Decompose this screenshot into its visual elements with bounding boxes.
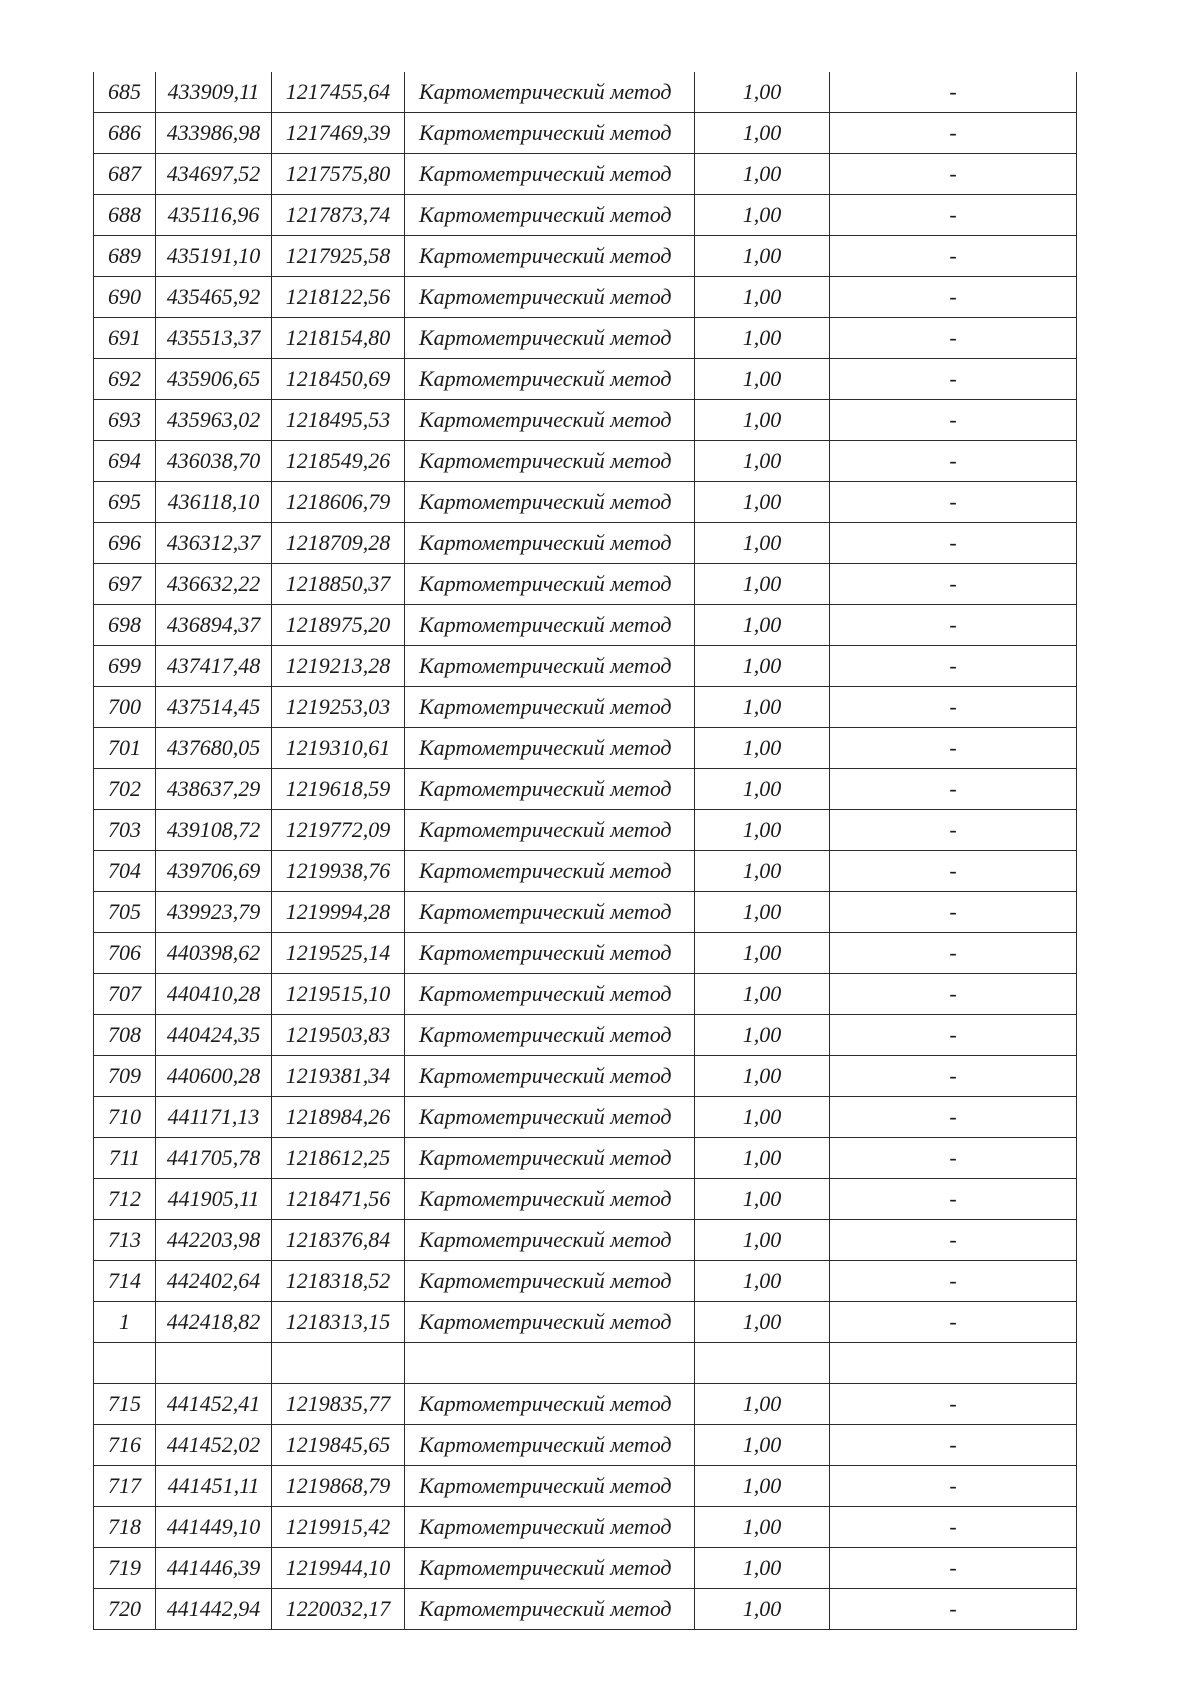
description-cell: - [830, 113, 1077, 154]
point-number-cell: 689 [94, 236, 156, 277]
point-number-cell: 712 [94, 1179, 156, 1220]
accuracy-cell: 1,00 [695, 1138, 830, 1179]
method-cell: Картометрический метод [405, 1384, 695, 1425]
y-coordinate-cell: 1219310,61 [272, 728, 405, 769]
table-row [94, 154, 1077, 195]
point-number-cell: 702 [94, 769, 156, 810]
table-row [94, 810, 1077, 851]
description-cell: - [830, 851, 1077, 892]
table-row [94, 1384, 1077, 1425]
x-coordinate-cell: 440410,28 [156, 974, 272, 1015]
x-coordinate-cell: 438637,29 [156, 769, 272, 810]
method-cell [405, 1343, 695, 1384]
accuracy-cell: 1,00 [695, 72, 830, 113]
y-coordinate-cell: 1217455,64 [272, 72, 405, 113]
table-row [94, 195, 1077, 236]
point-number-cell: 711 [94, 1138, 156, 1179]
y-coordinate-cell: 1219213,28 [272, 646, 405, 687]
point-number-cell [94, 1343, 156, 1384]
accuracy-cell: 1,00 [695, 154, 830, 195]
accuracy-cell: 1,00 [695, 646, 830, 687]
description-cell: - [830, 1138, 1077, 1179]
method-cell: Картометрический метод [405, 72, 695, 113]
x-coordinate-cell: 442418,82 [156, 1302, 272, 1343]
y-coordinate-cell: 1220032,17 [272, 1589, 405, 1630]
table-row [94, 1261, 1077, 1302]
y-coordinate-cell: 1218376,84 [272, 1220, 405, 1261]
point-number-cell: 707 [94, 974, 156, 1015]
point-number-cell: 717 [94, 1466, 156, 1507]
table-row [94, 441, 1077, 482]
x-coordinate-cell: 439706,69 [156, 851, 272, 892]
point-number-cell: 713 [94, 1220, 156, 1261]
x-coordinate-cell: 434697,52 [156, 154, 272, 195]
table-row [94, 1589, 1077, 1630]
description-cell: - [830, 1302, 1077, 1343]
x-coordinate-cell: 441446,39 [156, 1548, 272, 1589]
method-cell: Картометрический метод [405, 523, 695, 564]
y-coordinate-cell: 1219994,28 [272, 892, 405, 933]
x-coordinate-cell: 436038,70 [156, 441, 272, 482]
y-coordinate-cell: 1218495,53 [272, 400, 405, 441]
table-row [94, 933, 1077, 974]
table-row [94, 1015, 1077, 1056]
accuracy-cell: 1,00 [695, 318, 830, 359]
method-cell: Картометрический метод [405, 687, 695, 728]
description-cell: - [830, 1097, 1077, 1138]
y-coordinate-cell: 1219503,83 [272, 1015, 405, 1056]
table-row [94, 1179, 1077, 1220]
accuracy-cell: 1,00 [695, 1015, 830, 1056]
x-coordinate-cell: 433986,98 [156, 113, 272, 154]
point-number-cell: 695 [94, 482, 156, 523]
accuracy-cell: 1,00 [695, 564, 830, 605]
method-cell: Картометрический метод [405, 892, 695, 933]
description-cell: - [830, 400, 1077, 441]
x-coordinate-cell: 440398,62 [156, 933, 272, 974]
x-coordinate-cell: 435191,10 [156, 236, 272, 277]
accuracy-cell: 1,00 [695, 605, 830, 646]
accuracy-cell: 1,00 [695, 728, 830, 769]
y-coordinate-cell: 1219944,10 [272, 1548, 405, 1589]
x-coordinate-cell: 436632,22 [156, 564, 272, 605]
table-row [94, 892, 1077, 933]
x-coordinate-cell: 435963,02 [156, 400, 272, 441]
method-cell: Картометрический метод [405, 154, 695, 195]
accuracy-cell: 1,00 [695, 1261, 830, 1302]
method-cell: Картометрический метод [405, 1548, 695, 1589]
accuracy-cell: 1,00 [695, 1384, 830, 1425]
description-cell: - [830, 1466, 1077, 1507]
x-coordinate-cell: 435513,37 [156, 318, 272, 359]
accuracy-cell: 1,00 [695, 851, 830, 892]
point-number-cell: 715 [94, 1384, 156, 1425]
description-cell: - [830, 523, 1077, 564]
y-coordinate-cell: 1219915,42 [272, 1507, 405, 1548]
point-number-cell: 700 [94, 687, 156, 728]
x-coordinate-cell: 437514,45 [156, 687, 272, 728]
accuracy-cell: 1,00 [695, 1466, 830, 1507]
accuracy-cell: 1,00 [695, 974, 830, 1015]
y-coordinate-cell: 1217469,39 [272, 113, 405, 154]
table-row [94, 1220, 1077, 1261]
point-number-cell: 718 [94, 1507, 156, 1548]
table-row [94, 1507, 1077, 1548]
x-coordinate-cell: 440424,35 [156, 1015, 272, 1056]
method-cell: Картометрический метод [405, 482, 695, 523]
y-coordinate-cell: 1217925,58 [272, 236, 405, 277]
table-row [94, 564, 1077, 605]
description-cell: - [830, 974, 1077, 1015]
method-cell: Картометрический метод [405, 810, 695, 851]
y-coordinate-cell: 1218975,20 [272, 605, 405, 646]
description-cell: - [830, 1425, 1077, 1466]
method-cell: Картометрический метод [405, 974, 695, 1015]
accuracy-cell: 1,00 [695, 892, 830, 933]
accuracy-cell: 1,00 [695, 482, 830, 523]
accuracy-cell: 1,00 [695, 1548, 830, 1589]
point-number-cell: 696 [94, 523, 156, 564]
method-cell: Картометрический метод [405, 1425, 695, 1466]
y-coordinate-cell: 1218606,79 [272, 482, 405, 523]
y-coordinate-cell: 1218850,37 [272, 564, 405, 605]
y-coordinate-cell: 1219515,10 [272, 974, 405, 1015]
x-coordinate-cell: 441451,11 [156, 1466, 272, 1507]
method-cell: Картометрический метод [405, 195, 695, 236]
x-coordinate-cell: 441442,94 [156, 1589, 272, 1630]
x-coordinate-cell: 441905,11 [156, 1179, 272, 1220]
accuracy-cell: 1,00 [695, 277, 830, 318]
table-row [94, 482, 1077, 523]
method-cell: Картометрический метод [405, 646, 695, 687]
point-number-cell: 688 [94, 195, 156, 236]
description-cell: - [830, 687, 1077, 728]
point-number-cell: 690 [94, 277, 156, 318]
description-cell: - [830, 277, 1077, 318]
x-coordinate-cell: 441705,78 [156, 1138, 272, 1179]
accuracy-cell: 1,00 [695, 359, 830, 400]
y-coordinate-cell: 1218612,25 [272, 1138, 405, 1179]
description-cell: - [830, 1589, 1077, 1630]
method-cell: Картометрический метод [405, 933, 695, 974]
point-number-cell: 698 [94, 605, 156, 646]
point-number-cell: 709 [94, 1056, 156, 1097]
accuracy-cell: 1,00 [695, 400, 830, 441]
method-cell: Картометрический метод [405, 1589, 695, 1630]
table-row [94, 1097, 1077, 1138]
description-cell: - [830, 564, 1077, 605]
point-number-cell: 705 [94, 892, 156, 933]
method-cell: Картометрический метод [405, 851, 695, 892]
method-cell: Картометрический метод [405, 113, 695, 154]
y-coordinate-cell: 1218154,80 [272, 318, 405, 359]
x-coordinate-cell: 435906,65 [156, 359, 272, 400]
x-coordinate-cell: 441449,10 [156, 1507, 272, 1548]
table-row [94, 1343, 1077, 1384]
description-cell: - [830, 810, 1077, 851]
table-row [94, 277, 1077, 318]
point-number-cell: 691 [94, 318, 156, 359]
method-cell: Картометрический метод [405, 277, 695, 318]
method-cell: Картометрический метод [405, 769, 695, 810]
accuracy-cell: 1,00 [695, 1589, 830, 1630]
accuracy-cell: 1,00 [695, 1425, 830, 1466]
table-row [94, 1548, 1077, 1589]
method-cell: Картометрический метод [405, 1097, 695, 1138]
point-number-cell: 697 [94, 564, 156, 605]
method-cell: Картометрический метод [405, 1056, 695, 1097]
x-coordinate-cell [156, 1343, 272, 1384]
description-cell: - [830, 728, 1077, 769]
method-cell: Картометрический метод [405, 1179, 695, 1220]
description-cell: - [830, 72, 1077, 113]
point-number-cell: 720 [94, 1589, 156, 1630]
method-cell: Картометрический метод [405, 1466, 695, 1507]
table-row [94, 728, 1077, 769]
description-cell: - [830, 646, 1077, 687]
x-coordinate-cell: 435465,92 [156, 277, 272, 318]
x-coordinate-cell: 435116,96 [156, 195, 272, 236]
table-row [94, 769, 1077, 810]
y-coordinate-cell: 1219253,03 [272, 687, 405, 728]
point-number-cell: 719 [94, 1548, 156, 1589]
accuracy-cell: 1,00 [695, 769, 830, 810]
method-cell: Картометрический метод [405, 1261, 695, 1302]
description-cell: - [830, 236, 1077, 277]
coordinates-table [93, 72, 1077, 1630]
point-number-cell: 692 [94, 359, 156, 400]
table-row [94, 605, 1077, 646]
table-row [94, 1138, 1077, 1179]
table-row [94, 359, 1077, 400]
point-number-cell: 716 [94, 1425, 156, 1466]
accuracy-cell: 1,00 [695, 441, 830, 482]
description-cell: - [830, 1179, 1077, 1220]
method-cell: Картометрический метод [405, 605, 695, 646]
point-number-cell: 710 [94, 1097, 156, 1138]
table-row [94, 974, 1077, 1015]
x-coordinate-cell: 442203,98 [156, 1220, 272, 1261]
accuracy-cell: 1,00 [695, 1302, 830, 1343]
table-row [94, 1056, 1077, 1097]
y-coordinate-cell: 1217873,74 [272, 195, 405, 236]
method-cell: Картометрический метод [405, 400, 695, 441]
description-cell: - [830, 933, 1077, 974]
y-coordinate-cell: 1218318,52 [272, 1261, 405, 1302]
accuracy-cell: 1,00 [695, 1097, 830, 1138]
description-cell: - [830, 1548, 1077, 1589]
y-coordinate-cell: 1218122,56 [272, 277, 405, 318]
description-cell: - [830, 154, 1077, 195]
method-cell: Картометрический метод [405, 236, 695, 277]
accuracy-cell: 1,00 [695, 236, 830, 277]
y-coordinate-cell: 1217575,80 [272, 154, 405, 195]
description-cell: - [830, 1384, 1077, 1425]
x-coordinate-cell: 436118,10 [156, 482, 272, 523]
x-coordinate-cell: 439923,79 [156, 892, 272, 933]
y-coordinate-cell: 1219772,09 [272, 810, 405, 851]
x-coordinate-cell: 441452,02 [156, 1425, 272, 1466]
point-number-cell: 704 [94, 851, 156, 892]
x-coordinate-cell: 441452,41 [156, 1384, 272, 1425]
x-coordinate-cell: 442402,64 [156, 1261, 272, 1302]
description-cell: - [830, 318, 1077, 359]
point-number-cell: 708 [94, 1015, 156, 1056]
method-cell: Картометрический метод [405, 1015, 695, 1056]
method-cell: Картометрический метод [405, 1220, 695, 1261]
x-coordinate-cell: 436312,37 [156, 523, 272, 564]
method-cell: Картометрический метод [405, 728, 695, 769]
method-cell: Картометрический метод [405, 359, 695, 400]
description-cell [830, 1343, 1077, 1384]
table-row [94, 400, 1077, 441]
table-row [94, 113, 1077, 154]
x-coordinate-cell: 441171,13 [156, 1097, 272, 1138]
description-cell: - [830, 482, 1077, 523]
point-number-cell: 714 [94, 1261, 156, 1302]
description-cell: - [830, 892, 1077, 933]
point-number-cell: 701 [94, 728, 156, 769]
y-coordinate-cell: 1218549,26 [272, 441, 405, 482]
x-coordinate-cell: 433909,11 [156, 72, 272, 113]
table-row [94, 1466, 1077, 1507]
y-coordinate-cell: 1218313,15 [272, 1302, 405, 1343]
y-coordinate-cell: 1218984,26 [272, 1097, 405, 1138]
x-coordinate-cell: 440600,28 [156, 1056, 272, 1097]
table-row [94, 687, 1077, 728]
table-row [94, 523, 1077, 564]
method-cell: Картометрический метод [405, 1302, 695, 1343]
accuracy-cell: 1,00 [695, 1220, 830, 1261]
description-cell: - [830, 1507, 1077, 1548]
y-coordinate-cell: 1219868,79 [272, 1466, 405, 1507]
method-cell: Картометрический метод [405, 564, 695, 605]
table-row [94, 318, 1077, 359]
table-row [94, 72, 1077, 113]
point-number-cell: 694 [94, 441, 156, 482]
x-coordinate-cell: 437680,05 [156, 728, 272, 769]
point-number-cell: 685 [94, 72, 156, 113]
description-cell: - [830, 605, 1077, 646]
description-cell: - [830, 1220, 1077, 1261]
y-coordinate-cell: 1218709,28 [272, 523, 405, 564]
description-cell: - [830, 359, 1077, 400]
description-cell: - [830, 769, 1077, 810]
table-row [94, 1302, 1077, 1343]
coordinates-table-body [94, 72, 1077, 1630]
accuracy-cell: 1,00 [695, 1056, 830, 1097]
accuracy-cell: 1,00 [695, 1179, 830, 1220]
y-coordinate-cell: 1219835,77 [272, 1384, 405, 1425]
x-coordinate-cell: 437417,48 [156, 646, 272, 687]
y-coordinate-cell: 1219381,34 [272, 1056, 405, 1097]
description-cell: - [830, 195, 1077, 236]
method-cell: Картометрический метод [405, 441, 695, 482]
x-coordinate-cell: 436894,37 [156, 605, 272, 646]
description-cell: - [830, 1015, 1077, 1056]
table-row [94, 646, 1077, 687]
description-cell: - [830, 441, 1077, 482]
accuracy-cell: 1,00 [695, 933, 830, 974]
method-cell: Картометрический метод [405, 318, 695, 359]
point-number-cell: 1 [94, 1302, 156, 1343]
description-cell: - [830, 1261, 1077, 1302]
accuracy-cell: 1,00 [695, 810, 830, 851]
x-coordinate-cell: 439108,72 [156, 810, 272, 851]
table-row [94, 1425, 1077, 1466]
y-coordinate-cell [272, 1343, 405, 1384]
accuracy-cell: 1,00 [695, 687, 830, 728]
y-coordinate-cell: 1219525,14 [272, 933, 405, 974]
y-coordinate-cell: 1218471,56 [272, 1179, 405, 1220]
accuracy-cell: 1,00 [695, 113, 830, 154]
point-number-cell: 706 [94, 933, 156, 974]
y-coordinate-cell: 1218450,69 [272, 359, 405, 400]
point-number-cell: 686 [94, 113, 156, 154]
method-cell: Картометрический метод [405, 1138, 695, 1179]
point-number-cell: 687 [94, 154, 156, 195]
point-number-cell: 693 [94, 400, 156, 441]
accuracy-cell [695, 1343, 830, 1384]
point-number-cell: 699 [94, 646, 156, 687]
y-coordinate-cell: 1219938,76 [272, 851, 405, 892]
method-cell: Картометрический метод [405, 1507, 695, 1548]
table-row [94, 851, 1077, 892]
y-coordinate-cell: 1219618,59 [272, 769, 405, 810]
accuracy-cell: 1,00 [695, 1507, 830, 1548]
table-row [94, 236, 1077, 277]
point-number-cell: 703 [94, 810, 156, 851]
y-coordinate-cell: 1219845,65 [272, 1425, 405, 1466]
description-cell: - [830, 1056, 1077, 1097]
accuracy-cell: 1,00 [695, 523, 830, 564]
accuracy-cell: 1,00 [695, 195, 830, 236]
